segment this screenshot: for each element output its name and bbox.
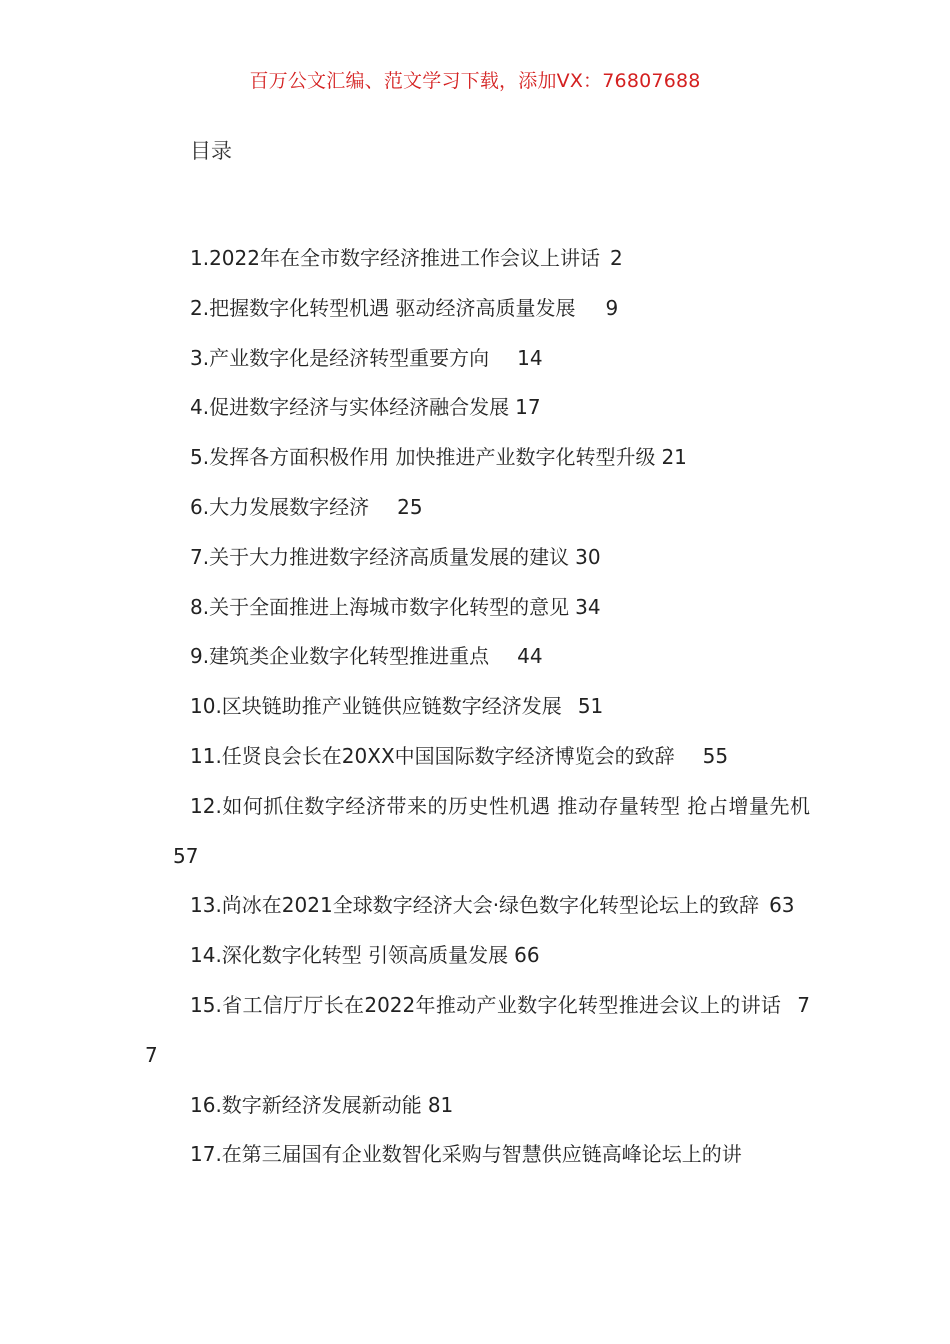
toc-entry-page: 51	[577, 694, 604, 719]
toc-entry-1	[145, 234, 810, 284]
toc-entry-title: 11.任贤良会长在20XX中国国际数字经济博览会的致辞	[190, 743, 675, 768]
toc-entry-page: 66	[514, 943, 540, 968]
toc-entry-title: 8.关于全面推进上海城市数字化转型的意见	[190, 594, 570, 619]
toc-entry-title: 2.把握数字化转型机遇 驱动经济高质量发展	[190, 295, 576, 320]
toc-entry-title: 4.促进数字经济与实体经济融合发展	[190, 395, 510, 420]
toc-entry-title: 7.关于大力推进数字经济高质量发展的建议	[190, 544, 570, 569]
toc-entry-title: 17.在第三届国有企业数智化采购与智慧供应链高峰论坛上的讲	[190, 1142, 742, 1167]
toc-entry-17	[145, 1130, 810, 1180]
toc-entry-title: 5.发挥各方面积极作用 加快推进产业数字化转型升级	[190, 445, 656, 470]
toc-entry-page: 30	[575, 544, 601, 569]
toc-entry-page: 77	[145, 992, 810, 1067]
toc-entry-12	[145, 782, 810, 882]
toc-entry-6	[145, 483, 810, 533]
toc-entry-9	[145, 632, 810, 682]
toc-entry-11	[145, 732, 810, 782]
toc-entry-page: 81	[427, 1092, 454, 1117]
toc-entry-15	[145, 981, 810, 1081]
toc-entry-16	[145, 1081, 810, 1131]
toc-entry-page: 44	[517, 644, 543, 669]
toc-entry-title: 16.数字新经济发展新动能	[190, 1092, 422, 1117]
toc-entry-7	[145, 533, 810, 583]
toc-entry-title: 3.产业数字化是经济转型重要方向	[190, 345, 490, 370]
toc-entry-page: 34	[575, 594, 601, 619]
toc-entry-4	[145, 383, 810, 433]
toc-entry-title: 6.大力发展数字经济	[190, 494, 370, 519]
toc-entry-14	[145, 931, 810, 981]
toc-entry-page: 17	[515, 395, 541, 420]
toc-entry-page: 21	[661, 445, 687, 470]
toc-heading: 目录	[190, 139, 232, 163]
toc-entry-10	[145, 682, 810, 732]
toc-entry-page: 57	[173, 843, 199, 868]
toc-entry-3	[145, 334, 810, 384]
table-of-contents	[145, 234, 810, 1180]
toc-entry-5	[145, 433, 810, 483]
toc-entry-page: 9	[605, 295, 619, 320]
toc-entry-title: 12.如何抓住数字经济带来的历史性机遇 推动存量转型 抢占增量先机	[190, 793, 810, 818]
toc-entry-title: 1.2022年在全市数字经济推进工作会议上讲话	[190, 246, 600, 270]
toc-entry-page: 63	[769, 893, 795, 918]
toc-entry-page: 14	[517, 345, 543, 370]
toc-entry-page: 55	[702, 743, 729, 768]
toc-entry-title: 9.建筑类企业数字化转型推进重点	[190, 644, 490, 669]
toc-entry-title: 15.省工信厅厅长在2022年推动产业数字化转型推进会议上的讲话	[190, 992, 782, 1017]
toc-entry-title: 14.深化数字化转型 引领高质量发展	[190, 943, 509, 968]
toc-entry-13	[145, 881, 810, 931]
toc-entry-page: 2	[609, 246, 623, 270]
toc-entry-8	[145, 583, 810, 633]
toc-entry-title: 13.尚冰在2021全球数字经济大会·绿色数字化转型论坛上的致辞	[190, 893, 760, 918]
toc-entry-title: 10.区块链助推产业链供应链数字经济发展	[190, 694, 562, 719]
toc-entry-2	[145, 284, 810, 334]
toc-entry-page: 25	[397, 494, 423, 519]
watermark-banner: 百万公文汇编、范文学习下载，添加VX：76807688	[249, 70, 701, 92]
